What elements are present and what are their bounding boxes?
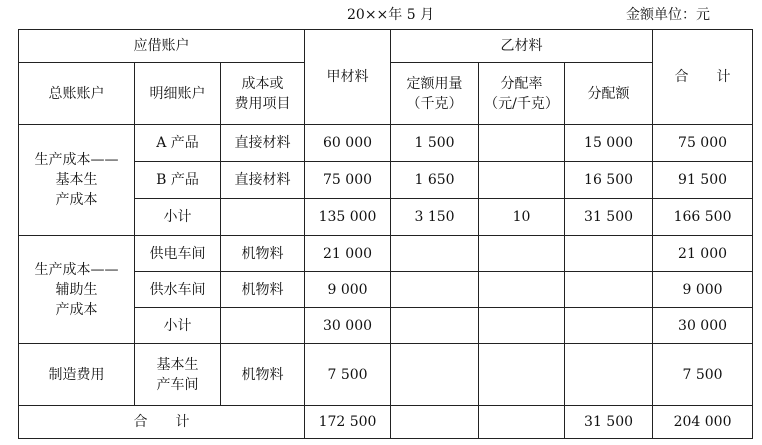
- table-row: [19, 125, 753, 162]
- total-cell: 91 500: [653, 162, 753, 199]
- allocated-cell: 15 000: [565, 125, 653, 162]
- material-a-cell: 7 500: [305, 344, 391, 406]
- material-a-cell: 30 000: [305, 308, 391, 344]
- cost-item-cell: [221, 308, 305, 344]
- material-a-cell: 21 000: [305, 236, 391, 272]
- grand-total-rate: [479, 406, 565, 439]
- allocated-amount-header: 分配额: [565, 63, 653, 125]
- cost-item-cell: 直接材料: [221, 125, 305, 162]
- table-row: [19, 236, 753, 272]
- quota-cell: [391, 236, 479, 272]
- general-account-cell: 生产成本—— 基本生 产成本: [19, 125, 135, 236]
- quota-cell: [391, 344, 479, 406]
- amount-unit: 金额单位：元: [626, 7, 710, 23]
- grand-total-row: [19, 406, 753, 439]
- total-cell: 75 000: [653, 125, 753, 162]
- material-a-header: 甲材料: [305, 30, 391, 125]
- cost-item-cell: [221, 199, 305, 236]
- rate-cell: [479, 162, 565, 199]
- cost-item-cell: 机物料: [221, 236, 305, 272]
- total-cell: 30 000: [653, 308, 753, 344]
- rate-cell: [479, 308, 565, 344]
- detail-account-cell: 小计: [135, 308, 221, 344]
- total-cell: 21 000: [653, 236, 753, 272]
- detail-account-cell: 供水车间: [135, 272, 221, 308]
- allocated-cell: 31 500: [565, 199, 653, 236]
- detail-account-cell: A 产品: [135, 125, 221, 162]
- general-account-cell: 制造费用: [19, 344, 135, 406]
- rate-cell: 10: [479, 199, 565, 236]
- material-allocation-table: [18, 29, 753, 439]
- rate-cell: [479, 125, 565, 162]
- material-b-header: 乙材料: [391, 30, 653, 63]
- grand-total-total: 204 000: [653, 406, 753, 439]
- detail-account-cell: 小计: [135, 199, 221, 236]
- material-a-cell: 9 000: [305, 272, 391, 308]
- total-cell: 7 500: [653, 344, 753, 406]
- detail-account-cell: 基本生 产车间: [135, 344, 221, 406]
- debit-account-header: 应借账户: [19, 30, 305, 63]
- general-account-cell: 生产成本—— 辅助生 产成本: [19, 236, 135, 344]
- grand-total-quota: [391, 406, 479, 439]
- allocated-cell: [565, 272, 653, 308]
- cost-item-header: 成本或 费用项目: [221, 63, 305, 125]
- quota-cell: [391, 272, 479, 308]
- table-date: 20××年 5 月: [347, 7, 435, 23]
- material-a-cell: 60 000: [305, 125, 391, 162]
- detail-account-cell: B 产品: [135, 162, 221, 199]
- table-row: [19, 344, 753, 406]
- grand-total-allocated: 31 500: [565, 406, 653, 439]
- allocated-cell: [565, 308, 653, 344]
- cost-item-cell: 机物料: [221, 344, 305, 406]
- allocated-cell: [565, 344, 653, 406]
- grand-total-material-a: 172 500: [305, 406, 391, 439]
- total-cell: 9 000: [653, 272, 753, 308]
- material-a-cell: 135 000: [305, 199, 391, 236]
- total-cell: 166 500: [653, 199, 753, 236]
- general-account-header: 总账账户: [19, 63, 135, 125]
- quota-cell: 1 650: [391, 162, 479, 199]
- quota-cell: 3 150: [391, 199, 479, 236]
- total-header: 合 计: [653, 30, 753, 125]
- allocated-cell: [565, 236, 653, 272]
- rate-cell: [479, 344, 565, 406]
- material-a-cell: 75 000: [305, 162, 391, 199]
- rate-cell: [479, 236, 565, 272]
- grand-total-label: 合 计: [19, 406, 305, 439]
- quota-cell: 1 500: [391, 125, 479, 162]
- cost-item-cell: 直接材料: [221, 162, 305, 199]
- allocated-cell: 16 500: [565, 162, 653, 199]
- allocation-rate-header: 分配率 （元/千克）: [479, 63, 565, 125]
- detail-account-cell: 供电车间: [135, 236, 221, 272]
- detail-account-header: 明细账户: [135, 63, 221, 125]
- quota-cell: [391, 308, 479, 344]
- rate-cell: [479, 272, 565, 308]
- quota-usage-header: 定额用量 （千克）: [391, 63, 479, 125]
- cost-item-cell: 机物料: [221, 272, 305, 308]
